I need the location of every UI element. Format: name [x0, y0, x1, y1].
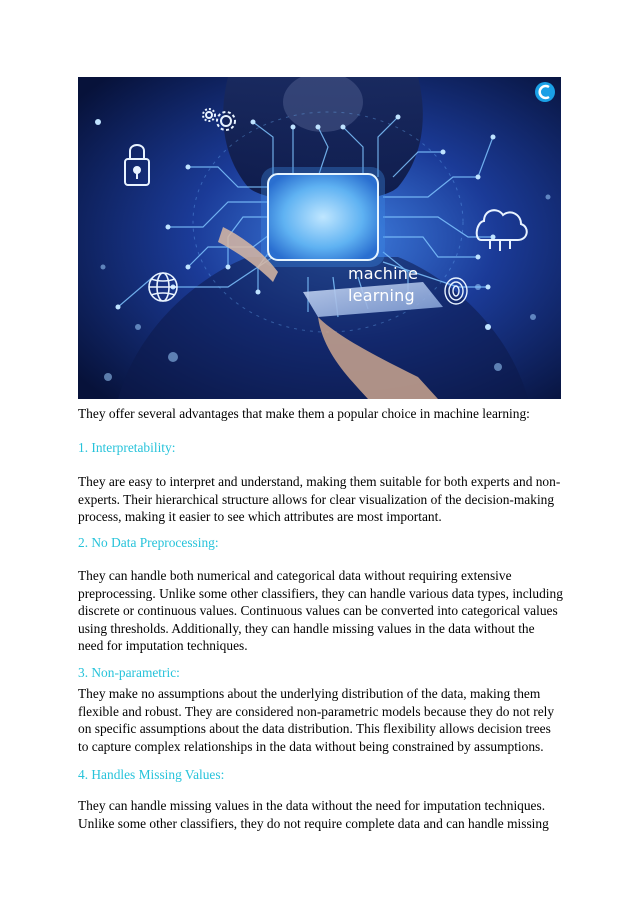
hero-title-line2: learning	[348, 286, 415, 305]
section-body-4: They can handle missing values in the data without the need for imputation techniques. Unlike some other classifiers, they do not require complete data and can handle missing	[78, 798, 549, 831]
section-body-2: They can handle both numerical and categorical data without requiring extensive preprocessing. Unlike some other classifiers, they can handle various data types, including discrete or continuous values. Continuous values can be converted into categorical values using thresholds. Additionally, they can handle missing values in the data without the need for imputation techniques.	[78, 568, 563, 653]
section-heading-1: 1. Interpretability:	[78, 440, 176, 455]
hero-image	[78, 77, 561, 399]
hero-illustration	[78, 77, 561, 399]
section-body-3: They make no assumptions about the underlying distribution of the data, making them flexible and robust. They are considered non-parametric models because they do not rely on specific assumptions about the data distribution. This flexibility allows decision trees to capture complex relationships in the data without being constrained by assumptions.	[78, 686, 555, 754]
section-heading-2: 2. No Data Preprocessing:	[78, 535, 219, 550]
hero-title	[348, 263, 438, 307]
brand-logo-icon	[535, 82, 555, 102]
hero-title-line1: machine	[348, 264, 419, 283]
section-heading-3: 3. Non-parametric:	[78, 665, 180, 680]
section-body-1: They are easy to interpret and understand, making them suitable for both experts and non-experts. Their hierarchical structure allows for clear visualization of the decision-making process, making it easier to see which attributes are most important.	[78, 474, 561, 524]
intro-paragraph: They offer several advantages that make them a popular choice in machine learning:	[78, 406, 530, 421]
section-heading-4: 4. Handles Missing Values:	[78, 767, 225, 782]
